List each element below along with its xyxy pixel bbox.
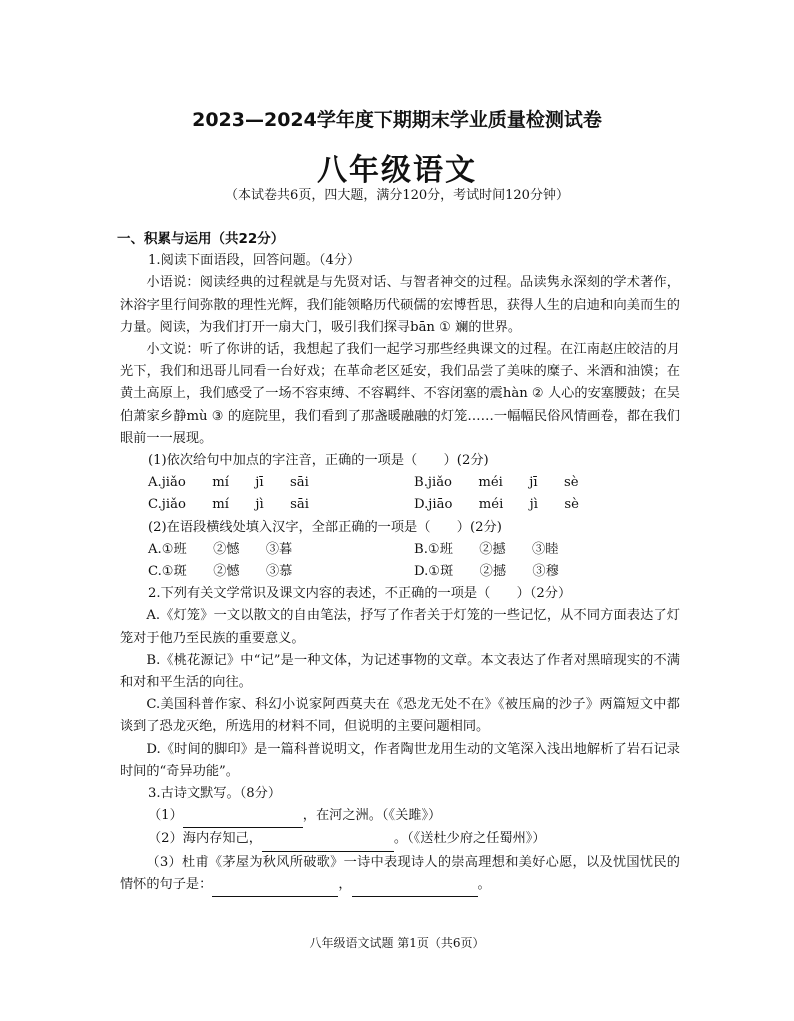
question-1-sub-2: (2)在语段横线处填入汉字，全部正确的一项是（ ）(2分) — [148, 519, 502, 535]
question-1-sub-1: (1)依次给句中加点的字注音，正确的一项是（ ）(2分) — [148, 453, 489, 469]
question-2-option-b: B.《桃花源记》中“记”是一种文体，为记述事物的文章。本文表达了作者对黑暗现实的不满和对和平生活的向往。 — [120, 652, 680, 691]
option-a: A.jiǎo mí jī sāi — [148, 475, 309, 491]
answer-blank[interactable] — [212, 874, 338, 897]
question-1-paragraph-1: 小语说：阅读经典的过程就是与先贤对话、与智者神交的过程。品读隽永深刻的学术著作，沐浴字里行间弥散的理性光辉，我们能领略历代硕儒的宏博哲思，获得人生的启迪和向美而生的力量。阅读，为我们打开一扇大门，吸引我们探寻bān ① 斓的世界。 — [120, 275, 680, 335]
question-2-stem: 2.下列有关文学常识及课文内容的表述，不正确的一项是（ ）（2分） — [148, 586, 572, 602]
option-d: D.①斑 ②撼 ③穆 — [414, 564, 559, 580]
question-3-item-3 — [120, 852, 680, 897]
item-text: ，在河之洲。（《关雎》） — [302, 808, 442, 824]
end-mark: 。 — [477, 876, 491, 892]
option-b: B.①班 ②撼 ③睦 — [414, 541, 559, 557]
subject-title: 八年级语文 — [317, 153, 477, 188]
item-text: （2）海内存知己， — [148, 831, 262, 847]
exam-title: 2023—2024学年度下期期末学业质量检测试卷 — [192, 109, 602, 131]
option-row — [120, 539, 680, 561]
option-d: D.jiāo méi jì sè — [414, 497, 579, 513]
item-text: （3）杜甫《茅屋为秋风所破歌》一诗中表现诗人的崇高理想和美好心愿，以及忧国忧民的情怀的句子是： — [120, 854, 680, 892]
question-3-item-2 — [120, 828, 680, 851]
option-row — [120, 472, 680, 494]
option-c: C.jiǎo mí jì sāi — [148, 497, 309, 513]
exam-body — [117, 228, 680, 897]
option-b: B.jiǎo méi jī sè — [414, 475, 579, 491]
question-2-option-d: D.《时间的脚印》是一篇科普说明文，作者陶世龙用生动的文笔深入浅出地解析了岩石记录时间的“奇异功能”。 — [120, 741, 680, 779]
question-1-stem: 1.阅读下面语段，回答问题。（4分） — [148, 253, 361, 269]
item-number: （1） — [148, 808, 183, 824]
question-2-option-c: C.美国科普作家、科幻小说家阿西莫夫在《恐龙无处不在》《被压扁的沙子》两篇短文中都谈到了恐龙灭绝，所选用的材料不同，但说明的主要问题相同。 — [120, 697, 680, 735]
question-2-option-a: A.《灯笼》一文以散文的自由笔法，抒写了作者关于灯笼的一些记忆，从不同方面表达了灯笼对于他乃至民族的重要意义。 — [120, 608, 680, 646]
separator: ， — [338, 876, 352, 892]
option-row — [120, 494, 680, 516]
answer-blank[interactable] — [352, 874, 478, 897]
question-3-item-1 — [120, 805, 680, 828]
exam-note: （本试卷共6页，四大题，满分120分，考试时间120分钟） — [225, 188, 569, 203]
answer-blank[interactable] — [183, 805, 303, 828]
option-c: C.①斑 ②憾 ③慕 — [148, 564, 293, 580]
answer-blank[interactable] — [262, 828, 394, 851]
option-row — [120, 561, 680, 583]
item-text: 。（《送杜少府之任蜀州》） — [393, 831, 546, 847]
question-1-paragraph-2: 小文说：听了你讲的话，我想起了我们一起学习那些经典课文的过程。在江南赵庄皎洁的月光下，我们和迅哥儿同看一台好戏；在革命老区延安，我们品尝了美味的糜子、米酒和油馍；在黄土高原上，我们感受了一场不容束缚、不容羁绊、不容闭塞的震hàn ② 人心的安塞腰鼓；在吴伯萧家乡静mù ③ 的庭院里，我们看到了那盏暖融融的灯笼……一幅幅民俗风情画卷，都在我们眼前一一展现。 — [120, 342, 680, 446]
page-footer: 八年级语文试题 第1页（共6页） — [309, 936, 485, 950]
section-heading: 一、积累与运用（共22分） — [117, 231, 285, 247]
question-3-stem: 3.古诗文默写。（8分） — [148, 786, 282, 802]
option-a: A.①班 ②憾 ③暮 — [148, 541, 293, 557]
